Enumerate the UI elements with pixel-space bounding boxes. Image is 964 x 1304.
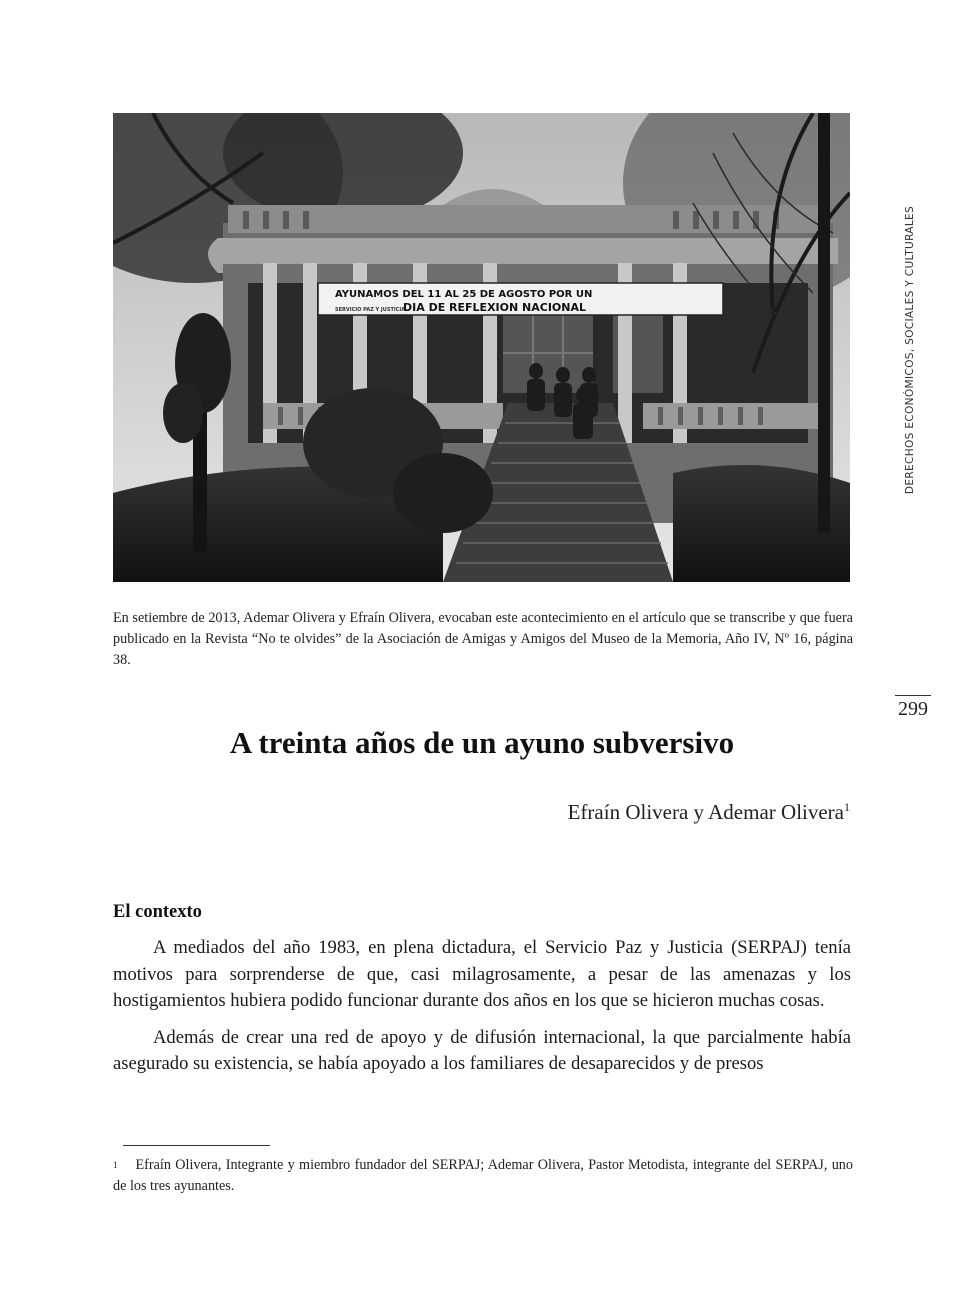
- footnote-text: Efraín Olivera, Integrante y miembro fundador del SERPAJ; Ademar Olivera, Pastor Metodista, integrante del SERPAJ, uno de los tres ayunantes.: [113, 1157, 853, 1194]
- article-photo: [113, 113, 850, 582]
- article-authors: [568, 800, 850, 825]
- authors-text: Efraín Olivera y Ademar Olivera: [567, 800, 844, 824]
- page-number: 299: [898, 698, 928, 720]
- running-header-text: DERECHOS ECONÓMICOS, SOCIALES Y CULTURALES: [904, 205, 916, 495]
- footnote-mark: 1: [113, 1160, 118, 1170]
- building-illustration: [113, 113, 850, 582]
- authors-footnote-mark[interactable]: 1: [844, 800, 850, 814]
- photo-caption: En setiembre de 2013, Ademar Olivera y Efraín Olivera, evocaban este acontecimiento en el artículo que se transcribe y que fuera publicado en la Revista “No te olvides” de la Asociación de Amigas y Amigos del Museo de la Memoria, Año IV, Nº 16, página 38.: [113, 610, 853, 668]
- running-header: [902, 190, 924, 510]
- footnote: [113, 1155, 853, 1197]
- banner-text-line1: AYUNAMOS DEL 11 AL 25 DE AGOSTO POR UN: [335, 289, 593, 300]
- page-number-rule: [895, 695, 931, 696]
- paragraph: Además de crear una red de apoyo y de difusión internacional, la que parcialmente había asegurado su existencia, se había apoyado a los familiares de desaparecidos y de presos: [113, 1026, 851, 1074]
- banner-text-line2: DIA DE REFLEXION NACIONAL: [403, 301, 586, 314]
- banner-text-small: SERVICIO PAZ Y JUSTICIA: [335, 307, 406, 313]
- footnote-rule: [123, 1145, 270, 1146]
- body-text: [113, 935, 851, 1088]
- paragraph: A mediados del año 1983, en plena dictadura, el Servicio Paz y Justicia (SERPAJ) tenía motivos para sorprenderse de que, casi milagrosamente, a pesar de las amenazas y los hostigamientos hubiera podido funcionar durante dos años en los que se hicieron muchas cosas.: [113, 937, 851, 1011]
- article-title: A treinta años de un ayuno subversivo: [229, 725, 735, 760]
- section-heading: El contexto: [113, 902, 202, 922]
